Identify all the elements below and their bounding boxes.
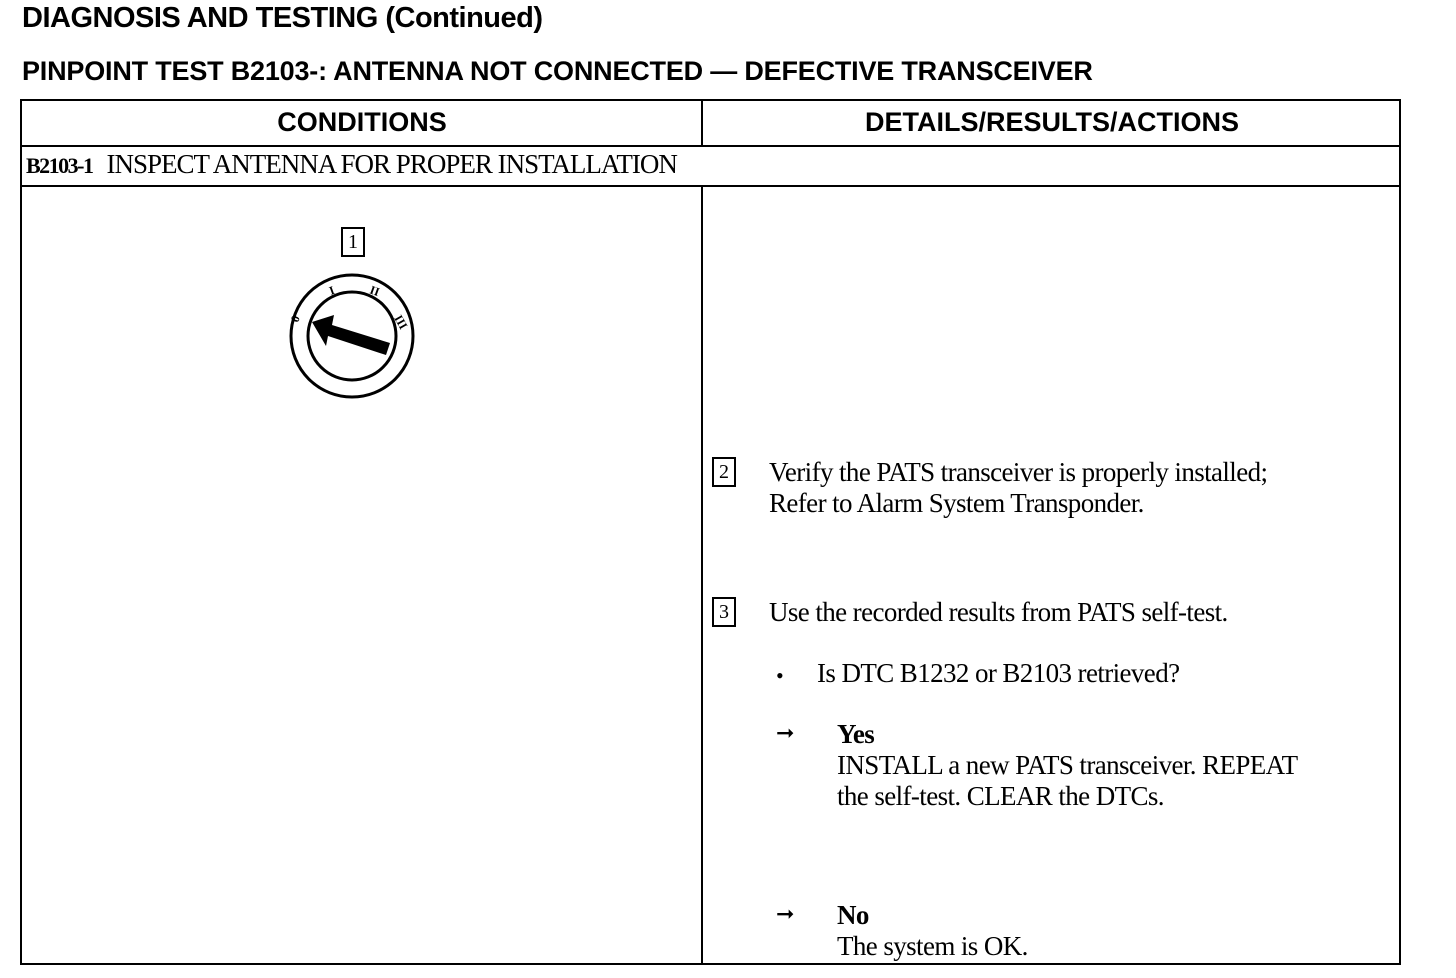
- arrow-right-icon: ➞: [776, 902, 795, 927]
- yes-action-line1: INSTALL a new PATS transceiver. REPEAT: [837, 750, 1298, 780]
- conditions-header: CONDITIONS: [277, 107, 447, 137]
- no-label: No: [837, 900, 869, 930]
- pinpoint-table: [20, 99, 1401, 965]
- page-title: DIAGNOSIS AND TESTING (Continued): [22, 2, 543, 34]
- callout-2: 2: [712, 457, 736, 487]
- question-text: Is DTC B1232 or B2103 retrieved?: [817, 658, 1180, 688]
- position-label-0: 0: [287, 313, 303, 325]
- step3-text: Use the recorded results from PATS self-test.: [769, 597, 1228, 627]
- step-divider: [22, 185, 1399, 187]
- callout-1: 1: [341, 227, 365, 257]
- step2-line1: Verify the PATS transceiver is properly installed;: [769, 457, 1268, 487]
- bullet-icon: •: [776, 663, 784, 688]
- details-header: DETAILS/RESULTS/ACTIONS: [864, 107, 1239, 137]
- no-action-line1: The system is OK.: [837, 931, 1028, 961]
- yes-label: Yes: [837, 719, 875, 749]
- ignition-switch-figure: [268, 175, 428, 405]
- position-label-2: II: [367, 282, 382, 300]
- position-label-3: III: [391, 312, 411, 332]
- step-title: INSPECT ANTENNA FOR PROPER INSTALLATION: [106, 149, 677, 179]
- column-divider-lower: [701, 187, 703, 963]
- callout-3: 3: [712, 597, 736, 627]
- header-divider: [22, 145, 1399, 147]
- position-label-1: I: [327, 283, 337, 298]
- yes-action-line2: the self-test. CLEAR the DTCs.: [837, 781, 1164, 811]
- test-title: PINPOINT TEST B2103-: ANTENNA NOT CONNECTED — DEFECTIVE TRANSCEIVER: [22, 56, 1093, 86]
- step2-line2: Refer to Alarm System Transponder.: [769, 488, 1144, 518]
- key-arrow-icon: [312, 315, 390, 355]
- arrow-right-icon: ➞: [776, 721, 795, 746]
- step-code: B2103-1: [26, 153, 93, 178]
